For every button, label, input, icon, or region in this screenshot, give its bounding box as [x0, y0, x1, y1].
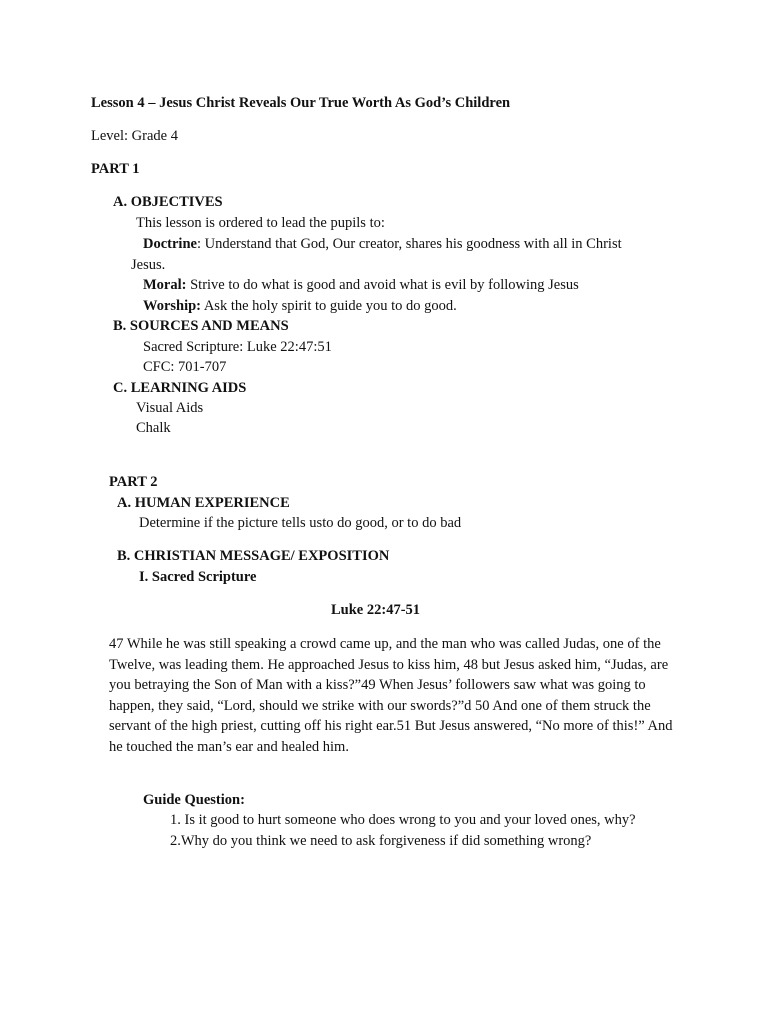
doctrine-continuation: Jesus.	[131, 257, 166, 273]
scripture-passage: 47 While he was still speaking a crowd came up, and the man who was called Judas, one of the Twelve, was leading them. He approached Jesus to kiss him, 48 but Jesus asked him, “Judas, are you betraying the Son of Man with a kiss?”49 When Jesus’ followers saw what was going to happen, they said, “Lord, should we strike with our swords?”d 50 And one of them struck the servant of the high priest, cutting off his right ear.51 But Jesus answered, “No more of this!” And he touched the man’s ear and healed him.	[109, 636, 673, 755]
moral-text: Strive to do what is good and avoid what is evil by following Jesus	[186, 277, 579, 293]
learning-aid-item: Visual Aids	[136, 400, 204, 416]
moral-label: Moral:	[143, 277, 187, 293]
worship-objective	[143, 297, 457, 315]
christian-message-heading: B. CHRISTIAN MESSAGE/ EXPOSITION	[117, 548, 390, 564]
worship-text: Ask the holy spirit to guide you to do good.	[201, 298, 457, 314]
lesson-title: Lesson 4 – Jesus Christ Reveals Our True Worth As God’s Children	[91, 95, 511, 111]
scripture-title: Luke 22:47-51	[331, 602, 421, 618]
human-experience-heading: A. HUMAN EXPERIENCE	[117, 495, 290, 511]
worship-label: Worship:	[143, 298, 202, 314]
part2-heading: PART 2	[109, 474, 158, 490]
learning-aids-heading: C. LEARNING AIDS	[113, 380, 247, 396]
sources-heading: B. SOURCES AND MEANS	[113, 318, 289, 334]
part1-heading: PART 1	[91, 161, 140, 177]
guide-question-heading: Guide Question:	[143, 792, 245, 808]
grade-level: Level: Grade 4	[91, 128, 178, 144]
doctrine-objective	[143, 235, 622, 253]
objectives-heading: A. OBJECTIVES	[113, 194, 223, 210]
source-item: CFC: 701-707	[143, 359, 227, 375]
human-experience-text: Determine if the picture tells usto do good, or to do bad	[139, 515, 462, 531]
objectives-intro: This lesson is ordered to lead the pupils to:	[136, 215, 385, 231]
guide-question-item: 1. Is it good to hurt someone who does wrong to you and your loved ones, why?	[170, 812, 636, 828]
moral-objective	[143, 276, 579, 294]
source-item: Sacred Scripture: Luke 22:47:51	[143, 339, 332, 355]
sacred-scripture-subheading: I. Sacred Scripture	[139, 569, 257, 585]
guide-question-item: 2.Why do you think we need to ask forgiveness if did something wrong?	[170, 833, 592, 849]
learning-aid-item: Chalk	[136, 420, 171, 436]
doctrine-label: Doctrine	[143, 236, 197, 252]
doctrine-text: : Understand that God, Our creator, shares his goodness with all in Christ	[196, 236, 622, 252]
